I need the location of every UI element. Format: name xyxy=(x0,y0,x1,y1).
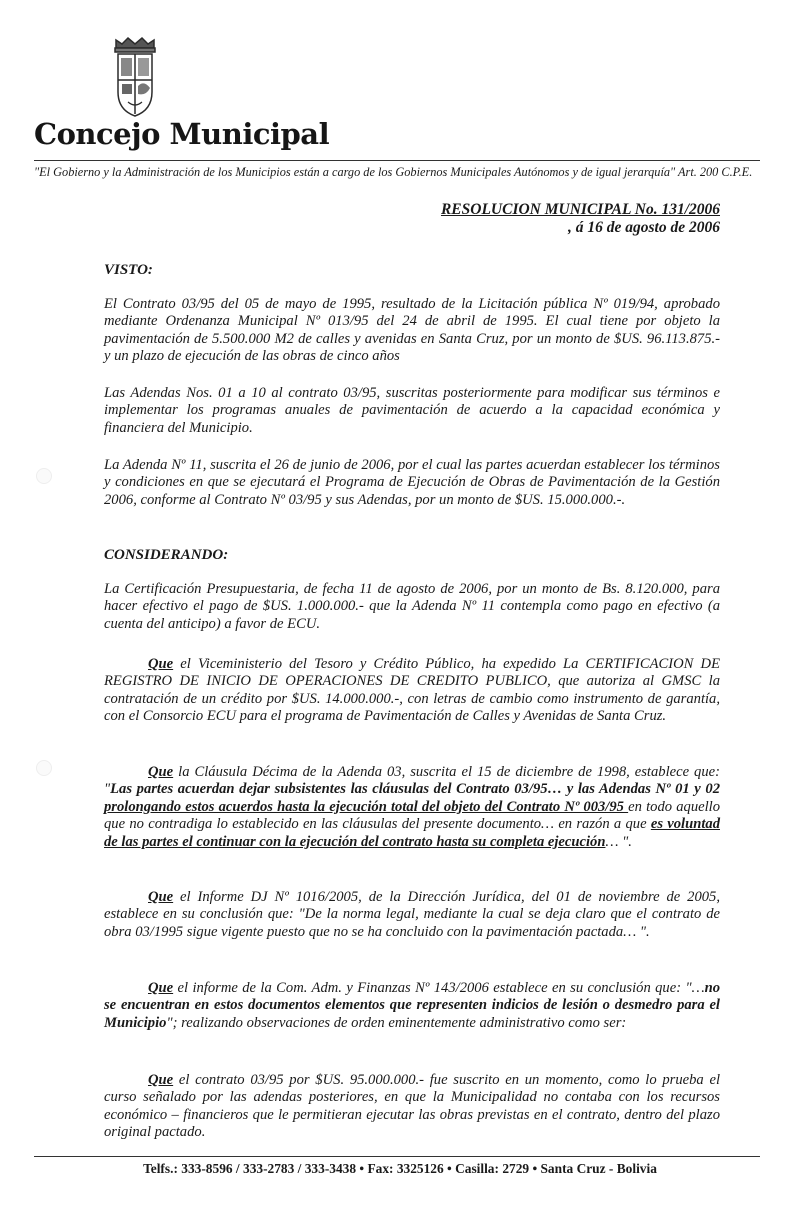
resolution-title: RESOLUCION MUNICIPAL No. 131/2006 xyxy=(440,201,720,218)
org-name: Concejo Municipal xyxy=(34,117,330,151)
visto-paragraph-3: La Adenda Nº 11, suscrita el 26 de junio de 2006, por el cual las partes acuerdan establecer los términos y condiciones en que se ejecutará el Programa de Ejecución de Obras de Pavimentación de la Gestión 2006, conforme al Contrato Nº 03/95 y sus Adendas, por un monto de $US. 15.000.000.-. xyxy=(104,457,720,508)
considerando-paragraph-1: La Certificación Presupuestaria, de fecha 11 de agosto de 2006, por un monto de Bs. 8.120.000, para hacer efectivo el pago de $US. 1.000.000.- que la Adenda Nº 11 contempla como pago en efectivo (a cuenta del anticipo) a favor de ECU. xyxy=(104,581,720,632)
footer-divider xyxy=(34,1156,760,1157)
que-label: Que xyxy=(148,1072,174,1088)
considerando-paragraph-2: Que el Viceministerio del Tesoro y Crédito Público, ha expedido La CERTIFICACION DE REGISTRO DE INICIO DE OPERACIONES DE CREDITO PUBLICO, que autoriza al GMSC la contratación de un crédito por $US. 14.000.000.-, con letras de cambio como instrumento de garantía, con el Consorcio ECU para el programa de Pavimentación de Calles y Avenidas de Santa Cruz. xyxy=(104,656,720,725)
header-divider xyxy=(34,160,760,161)
considerando-paragraph-3: Que la Cláusula Décima de la Adenda 03, suscrita el 15 de diciembre de 1998, establece que: "Las partes acuerdan dejar subsistentes las cláusulas del Contrato 03/95… y las Adendas Nº 01 y 02 prolongando estos acuerdos hasta la ejecución total del objeto del Contrato Nº 003/95 en todo aquello que no contradiga lo establecido en las cláusulas del presente documento… en razón a que es voluntad de las partes el continuar con la ejecución del contrato hasta su completa ejecución… ". xyxy=(104,764,720,850)
punch-hole xyxy=(36,468,52,484)
considerando-paragraph-5: Que el informe de la Com. Adm. y Finanzas Nº 143/2006 establece en su conclusión que: "…no se encuentran en estos documentos elementos que representen indicios de lesión o desmedro para el Municipio"; realizando observaciones de orden eminentemente administrativo como ser: xyxy=(104,980,720,1031)
que-label: Que xyxy=(148,889,174,905)
section-visto-heading: VISTO: xyxy=(104,262,153,278)
punch-hole xyxy=(36,760,52,776)
resolution-date: , á 16 de agosto de 2006 xyxy=(568,219,720,236)
que-label: Que xyxy=(148,656,174,672)
considerando-paragraph-6: Que el contrato 03/95 por $US. 95.000.000.- fue suscrito en un momento, como lo prueba el curso señalado por las adendas posteriores, en que la Municipalidad no contaba con los recursos económico – financieros que le permitieran ejecutar las obras previstas en el contrato, dentro del plazo original pactado. xyxy=(104,1072,720,1141)
municipal-crest-icon xyxy=(108,36,162,120)
que-label: Que xyxy=(148,764,174,780)
visto-paragraph-1: El Contrato 03/95 del 05 de mayo de 1995, resultado de la Licitación pública Nº 019/94, aprobado mediante Ordenanza Municipal Nº 013/95 del 24 de abril de 1995. El cual tiene por objeto la pavimentación de 5.500.000 M2 de calles y avenidas en Santa Cruz, por un monto de $US. 96.113.875.- y un plazo de ejecución de las obras de cinco años xyxy=(104,296,720,365)
que-label: Que xyxy=(148,980,174,996)
header-motto: "El Gobierno y la Administración de los Municipios están a cargo de los Gobiernos Municipales Autónomos y de igual jerarquía" Art. 200 C.P.E. xyxy=(34,165,753,179)
visto-paragraph-2: Las Adendas Nos. 01 a 10 al contrato 03/95, suscritas posteriormente para modificar sus términos e implementar los programas anuales de pavimentación de acuerdo a la capacidad económica y financiera del Municipio. xyxy=(104,385,720,436)
considerando-paragraph-4: Que el Informe DJ Nº 1016/2005, de la Dirección Jurídica, del 01 de noviembre de 2005, establece en su conclusión que: "De la norma legal, mediante la cual se deja claro que el contrato de obra 03/1995 sigue vigente puesto que no se ha concluido con la pavimentación pactada… ". xyxy=(104,889,720,940)
section-considerando-heading: CONSIDERANDO: xyxy=(104,547,229,563)
footer-contact: Telfs.: 333-8596 / 333-2783 / 333-3438 • Fax: 3325126 • Casilla: 2729 • Santa Cruz - Bolivia xyxy=(143,1161,657,1176)
